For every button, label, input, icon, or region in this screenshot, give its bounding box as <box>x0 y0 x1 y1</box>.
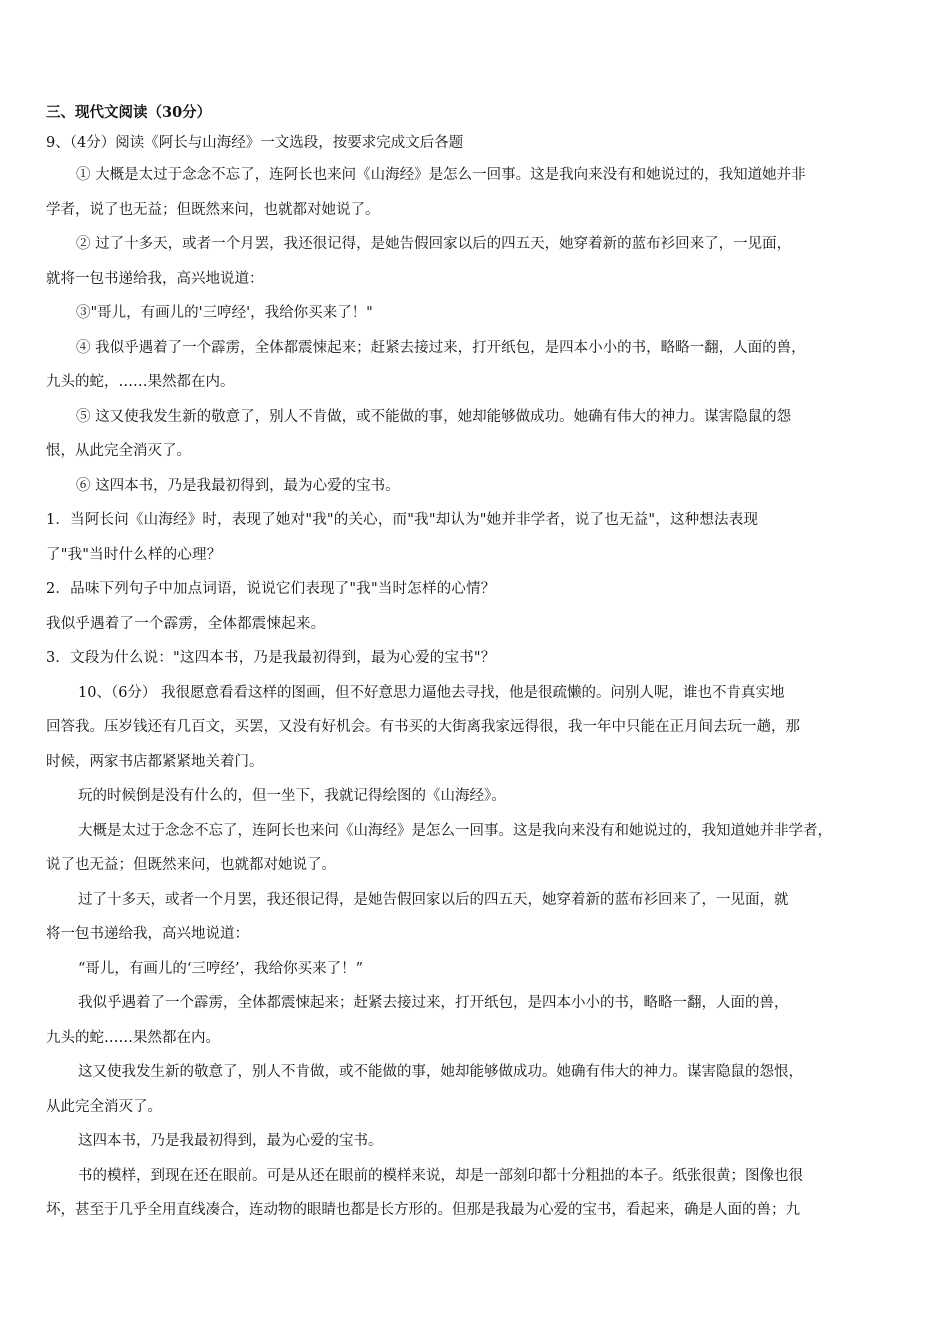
q9-sub1-line1: 1．当阿长问《山海经》时，表现了她对"我"的关心，而"我"却认为"她并非学者，说了也无益"，这种想法表现 <box>46 512 759 528</box>
q9-para5-line2: 恨，从此完全消灭了。 <box>46 443 191 459</box>
q9-intro: 9、（4分）阅读《阿长与山海经》一文选段，按要求完成文后各题 <box>46 135 464 151</box>
q9-para6: ⑥ 这四本书，乃是我最初得到，最为心爱的宝书。 <box>76 477 400 494</box>
q10-line13: 从此完全消灭了。 <box>46 1098 162 1115</box>
q9-para3: ③"哥儿，有画儿的'三哼经'，我给你买来了！" <box>76 305 373 321</box>
q9-sub2-line2: 我似乎遇着了一个霹雳，全体都震悚起来。 <box>46 615 326 632</box>
q9-sub1-line2: 了"我"当时什么样的心理？ <box>46 546 222 563</box>
q9-para1-line2: 学者，说了也无益；但既然来问，也就都对她说了。 <box>46 201 380 218</box>
q9-sub3: 3．文段为什么说："这四本书，乃是我最初得到，最为心爱的宝书"？ <box>46 650 496 666</box>
q10-line6: 说了也无益；但既然来问，也就都对她说了。 <box>46 857 336 873</box>
q10-line3: 时候，两家书店都紧紧地关着门。 <box>46 753 264 770</box>
q9-para2-line2: 就将一包书递给我，高兴地说道： <box>46 270 264 287</box>
section-title: 三、现代文阅读（30分） <box>46 104 212 121</box>
q10-line8: 将一包书递给我，高兴地说道： <box>46 926 249 942</box>
q10-line14: 这四本书，乃是我最初得到，最为心爱的宝书。 <box>78 1133 383 1149</box>
q10-line2: 回答我。压岁钱还有几百文，买罢，又没有好机会。有书买的大街离我家远得很，我一年中只能在正月间去玩一趟，那 <box>46 719 800 735</box>
q9-para2-line1: ② 过了十多天，或者一个月罢，我还很记得，是她告假回家以后的四五天，她穿着新的蓝布衫回来了，一见面， <box>76 236 792 252</box>
document-page <box>46 98 912 1228</box>
q10-line4: 玩的时候倒是没有什么的，但一坐下，我就记得绘图的《山海经》。 <box>78 788 506 804</box>
q10-line12: 这又使我发生新的敬意了，别人不肯做，或不能做的事，她却能够做成功。她确有伟大的神力。谋害隐鼠的怨恨， <box>78 1064 803 1080</box>
q10-line16: 坏，甚至于几乎全用直线凑合，连动物的眼睛也都是长方形的。但那是我最为心爱的宝书，看起来，确是人面的兽；九 <box>46 1202 800 1218</box>
q10-line10: 我似乎遇着了一个霹雳，全体都震悚起来；赶紧去接过来，打开纸包，是四本小小的书，略略一翻，人面的兽， <box>78 995 789 1011</box>
q10-line15: 书的模样，到现在还在眼前。可是从还在眼前的模样来说，却是一部刻印都十分粗拙的本子。纸张很黄；图像也很 <box>78 1167 803 1184</box>
q10-line5: 大概是太过于念念不忘了，连阿长也来问《山海经》是怎么一回事。这是我向来没有和她说过的，我知道她并非学者， <box>78 822 832 839</box>
q9-sub2-line1: 2．品味下列句子中加点词语，说说它们表现了"我"当时怎样的心情？ <box>46 581 496 597</box>
q10-line9: “哥儿，有画儿的‘三哼经’，我给你买来了！” <box>78 960 364 977</box>
q9-para4-line1: ④ 我似乎遇着了一个霹雳，全体都震悚起来；赶紧去接过来，打开纸包，是四本小小的书，略略一翻，人面的兽， <box>76 339 806 356</box>
q10-line11: 九头的蛇……果然都在内。 <box>46 1029 220 1046</box>
q9-para4-line2: 九头的蛇，……果然都在内。 <box>46 374 235 390</box>
q10-line7: 过了十多天，或者一个月罢，我还很记得，是她告假回家以后的四五天，她穿着新的蓝布衫回来了，一见面，就 <box>78 891 789 908</box>
q9-para1-line1: ① 大概是太过于念念不忘了，连阿长也来问《山海经》是怎么一回事。这是我向来没有和她说过的，我知道她并非 <box>76 167 806 183</box>
q9-para5-line1: ⑤ 这又使我发生新的敬意了，别人不肯做，或不能做的事，她却能够做成功。她确有伟大的神力。谋害隐鼠的怨 <box>76 408 792 425</box>
q10-line1: 10、（6分） 我很愿意看看这样的图画，但不好意思力逼他去寻找，他是很疏懒的。问别人呢，谁也不肯真实地 <box>78 684 785 701</box>
